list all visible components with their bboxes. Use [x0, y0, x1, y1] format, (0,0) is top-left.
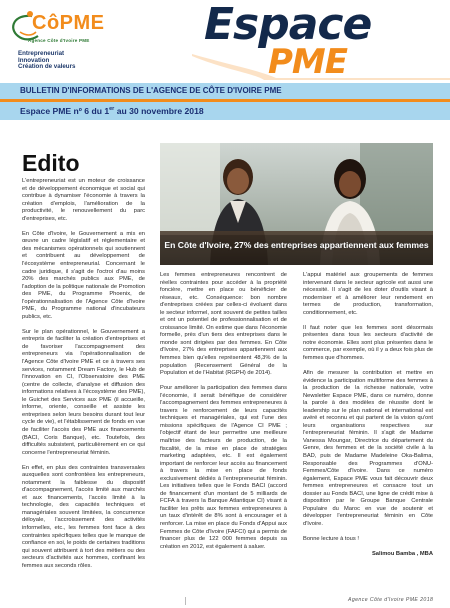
logo-tagline-line: Innovation	[18, 56, 50, 64]
logo-subtitle: Agence Côte d'Ivoire PME	[28, 38, 90, 43]
logo-tagline-line: Création de valeurs	[18, 63, 76, 71]
photo-caption: En Côte d'Ivoire, 27% des entreprises appartiennent aux femmes	[164, 240, 429, 250]
masthead-word-pme: PME	[268, 42, 347, 82]
author-signature: Salimou Bamba , MBA	[371, 551, 433, 558]
article-paragraph: En Côte d'Ivoire, le Gouvernement a mis en œuvre un cadre législatif et réglementaire et des mécanismes opérationnels qui soutiennent et contribuent au développement de l'écosystème entrepreneurial. Concernant le cadre juridique, il s'agit de l'octroi d'au moins 20% des marchés publics aux PME, de l'adoption de la politique nationale de Promotion des PME, du Programme Phoenix, de l'opérationnalisation de l'Agence Côte d'Ivoire PME, du Programme national d'incubateurs publics, etc.	[22, 230, 145, 320]
footer-text: Agence Côte d'Ivoire PME 2018	[348, 597, 434, 603]
cipme-logo	[6, 6, 136, 78]
article-paragraph: L'entrepreneuriat est un moteur de croissance et de développement économique et social qui contribue à dynamiser l'économie à travers la création d'emplois, l'amélioration de la productivité, le renouvellement du parc d'entreprises, etc.	[22, 178, 145, 222]
article-column-left	[22, 178, 145, 578]
masthead	[186, 0, 450, 82]
article-paragraph: Afin de mesurer la contribution et mettre en évidence la participation multiforme des femmes à la production de la richesse nationale, votre Newsletter Espace PME, dans ce numéro, donne la parole à des modèles de réussite dont le leadership sur le plan national et international est avéré et reconnu et qui partent de la vision qu'ont leurs organisations respectives sur l'entrepreneuriat féminin. Il s'agit de Madame Vanessa Moungar, Directrice du département du Genre, des femmes et de la société civile à la BAD, puis de Madame Madeleine Oka-Balima, Responsable des Programmes d'ONU-Femmes/Côte d'Ivoire. Dans ce numéro également, Espace PME vous fait découvrir deux femmes entrepreneures et consacre tout un dossier au Fonds BACI, une ligne de crédit mise à disposition par le Groupe Banque Centrale Populaire du Maroc en vue de soutenir et développer l'entrepreneuriat féminin en Côte d'Ivoire.	[303, 370, 433, 527]
feature-photo	[160, 143, 433, 265]
bulletin-title: BULLETIN D'INFORMATIONS DE L'AGENCE DE CÔTE D'IVOIRE PME	[20, 86, 282, 95]
issue-superscript: er	[109, 106, 115, 113]
article-paragraph: Les femmes entrepreneures rencontrent de réelles contraintes pour accéder à la propriété foncière, mettre en place ou bénéficier de réseaux, etc. Conséquence: bon nombre d'entreprises créées par celles-ci évoluent dans le secteur informel, sont souvent de petites tailles et ont un potentiel de professionnalisation et de croissance limité. On estime que dans l'économie formelle, près d'un tiers des entreprises dans le monde sont dirigées par des femmes. En Côte d'Ivoire, 27% des entreprises appartiennent aux femmes bien qu'elles représentent 48,3% de la population (Recensement Général de la Population et de l'Habitat (RGPH) de 2014).	[160, 272, 287, 377]
edito-heading: Edito	[22, 150, 80, 176]
article-column-right	[303, 272, 433, 559]
article-paragraph: Sur le plan opérationnel, le Gouvernement a entrepris de faciliter la création d'entreprises et de favoriser l'accompagnement des entrepreneurs via l'opérationnalisation de l'Agence Côte d'Ivoire PME et ce à travers ses services, notamment Dream Factory, le Hub de l'innovation en CI, l'Observatoire des PME (centre de collecte, d'analyse et diffusion des informations relatives à l'écosystème des PME), le Guichet des Services aux PME (il accueille, informe, oriente, conseille et assiste les entreprises selon leurs besoins durant tout leur cycle de vie), et l'établissement de fonds en vue de faciliter l'accès des PME aux financements (BACI, Coris Banque), etc. Toutefois, des difficultés subsistent, particulièrement en ce qui concerne l'entrepreneuriat féminin.	[22, 328, 145, 456]
logo-tagline-line: Entrepreneuriat	[18, 50, 65, 57]
article-paragraph: Il faut noter que les femmes sont désormais présentes dans tous les secteurs d'activité de notre économie. Elles sont plus présentes dans le commerce, par exemple, où il y a deux fois plus de femmes que d'hommes.	[303, 324, 433, 361]
masthead-word-espace: Espace	[204, 0, 372, 50]
page-divider	[185, 597, 186, 605]
article-paragraph: En effet, en plus des contraintes transversales auxquelles sont confrontées les entrepreneurs, notamment la faiblesse du dispositif d'accompagnement, l'accès limité aux marchés et aux financements, l'accès limité à la technologie, des capacités techniques et managériales souvent limitées, la concurrence déloyale, l'accroissement des activités informelles, etc., les femmes font face à des contraintes spécifiques telles que le manque de confiance en soi, le poids de certaines traditions qui souvent attribuent à tort des métiers ou des secteurs d'activités aux hommes, confinant les femmes aux seconds rôles.	[22, 464, 145, 569]
bulletin-band	[0, 83, 450, 120]
logo-tagline	[18, 51, 75, 71]
issue-suffix: au 30 novembre 2018	[114, 106, 204, 116]
article-paragraph: Bonne lecture à tous !	[303, 536, 359, 542]
article-paragraph: L'appui matériel aux groupements de femmes intervenant dans le secteur agricole est aussi une nécessité. Il s'agit de les doter d'outils visant à moderniser et à améliorer leur rendement en termes de production, transformation, conditionnement, etc.	[303, 272, 433, 316]
header	[0, 0, 450, 82]
article-paragraph: Pour améliorer la participation des femmes dans l'économie, il serait bénéfique de considérer l'accompagnement des femmes entrepreneures à travers le renforcement de leurs capacités techniques et managériales, qui est l'une des missions spécifiques de l'Agence CI PME ; l'objectif étant de leur permettre une meilleure maîtrise des facteurs de production, de la fiscalité, de la mise en place de stratégies marketing adaptées, etc. Il est également important de renforcer leur accès au financement à travers la mise en place de fonds exclusivement dédiés à l'entrepreneuriat féminin. Les initiatives telles que le Fonds BACI (accord de financement d'un montant de 5 milliards de FCFA à travers la Banque Atlantique CI) visant à faciliter les prêts aux femmes entrepreneures à un taux d'intérêt de 8% sont à encourager et à renforcer. La mise en place du Fonds d'Appui aux Femmes de Côte d'Ivoire (FAFCI) qui a permis de financer plus de 122 000 femmes depuis sa création en 2012, est également à saluer.	[160, 385, 287, 550]
issue-prefix: Espace PME nº 6 du 1	[20, 106, 110, 116]
article-column-middle	[160, 272, 287, 559]
bulletin-accent-bar	[0, 99, 450, 102]
logo-title: CôPME	[32, 12, 105, 34]
issue-line	[20, 106, 204, 116]
